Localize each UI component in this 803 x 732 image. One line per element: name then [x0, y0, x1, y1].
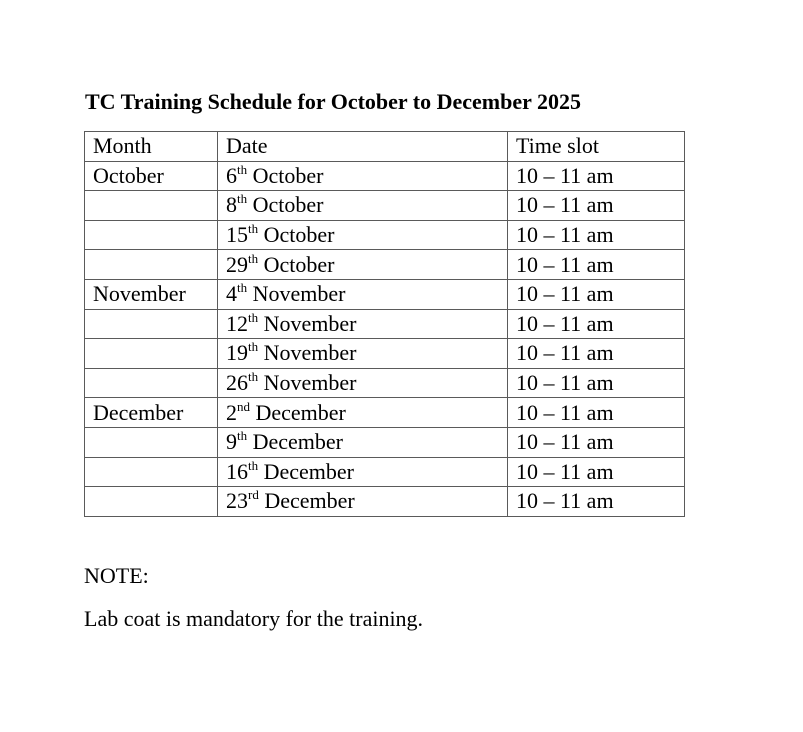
document-title: TC Training Schedule for October to December 2025	[85, 89, 581, 114]
date-day: 4	[226, 281, 237, 307]
date-month: November	[263, 340, 357, 366]
date-day: 26	[226, 370, 248, 396]
time-slot-cell: 10 – 11 am	[508, 220, 685, 250]
ordinal-suffix: th	[248, 369, 259, 385]
table-row	[85, 398, 685, 428]
date-month: December	[252, 429, 344, 455]
date-cell	[218, 161, 508, 191]
time-slot-cell: 10 – 11 am	[508, 457, 685, 487]
ordinal-suffix: rd	[248, 487, 259, 503]
date-month: October	[252, 162, 324, 188]
date-month: November	[263, 370, 357, 396]
time-slot-cell: 10 – 11 am	[508, 398, 685, 428]
schedule-table	[84, 131, 685, 517]
date-month: November	[252, 281, 346, 307]
month-cell	[85, 427, 218, 457]
month-cell: November	[85, 279, 218, 309]
month-cell	[85, 368, 218, 398]
table-row	[85, 487, 685, 517]
time-slot-cell: 10 – 11 am	[508, 309, 685, 339]
note-text: Lab coat is mandatory for the training.	[84, 606, 424, 631]
month-cell	[85, 457, 218, 487]
date-column-header: Date	[218, 132, 508, 162]
month-cell: December	[85, 398, 218, 428]
date-cell	[218, 309, 508, 339]
month-cell	[85, 250, 218, 280]
date-cell	[218, 368, 508, 398]
date-day: 16	[226, 458, 248, 484]
table-row	[85, 279, 685, 309]
table-row	[85, 161, 685, 191]
time-slot-cell: 10 – 11 am	[508, 250, 685, 280]
date-cell	[218, 487, 508, 517]
date-cell	[218, 250, 508, 280]
date-month: December	[255, 399, 346, 425]
date-cell	[218, 339, 508, 369]
date-day: 8	[226, 192, 237, 218]
date-day: 15	[226, 222, 248, 248]
time-slot-cell: 10 – 11 am	[508, 161, 685, 191]
month-cell	[85, 191, 218, 221]
schedule-table-body	[85, 132, 685, 517]
ordinal-suffix: th	[248, 457, 259, 473]
date-month: December	[263, 458, 355, 484]
date-cell	[218, 279, 508, 309]
date-month: October	[263, 251, 335, 277]
date-month: October	[263, 222, 335, 248]
date-day: 2	[226, 399, 237, 425]
time-slot-column-header: Time slot	[508, 132, 685, 162]
date-day: 29	[226, 251, 248, 277]
date-day: 9	[226, 429, 237, 455]
table-row	[85, 339, 685, 369]
date-cell	[218, 398, 508, 428]
month-cell	[85, 487, 218, 517]
time-slot-cell: 10 – 11 am	[508, 427, 685, 457]
month-cell	[85, 339, 218, 369]
date-month: November	[263, 310, 357, 336]
ordinal-suffix: th	[248, 250, 259, 266]
date-cell	[218, 457, 508, 487]
ordinal-suffix: th	[237, 280, 248, 296]
table-row	[85, 191, 685, 221]
date-day: 19	[226, 340, 248, 366]
ordinal-suffix: th	[237, 161, 248, 177]
table-row	[85, 427, 685, 457]
ordinal-suffix: nd	[237, 398, 250, 414]
ordinal-suffix: th	[237, 428, 248, 444]
table-row	[85, 309, 685, 339]
month-column-header: Month	[85, 132, 218, 162]
table-header-row	[85, 132, 685, 162]
note-label: NOTE:	[84, 563, 149, 588]
table-row	[85, 457, 685, 487]
ordinal-suffix: th	[248, 339, 259, 355]
month-cell	[85, 220, 218, 250]
date-cell	[218, 220, 508, 250]
date-month: October	[252, 192, 324, 218]
date-cell	[218, 427, 508, 457]
table-row	[85, 220, 685, 250]
table-row	[85, 368, 685, 398]
time-slot-cell: 10 – 11 am	[508, 339, 685, 369]
time-slot-cell: 10 – 11 am	[508, 191, 685, 221]
date-cell	[218, 191, 508, 221]
ordinal-suffix: th	[248, 221, 259, 237]
time-slot-cell: 10 – 11 am	[508, 487, 685, 517]
ordinal-suffix: th	[237, 191, 248, 207]
month-cell: October	[85, 161, 218, 191]
time-slot-cell: 10 – 11 am	[508, 368, 685, 398]
date-day: 12	[226, 310, 248, 336]
date-day: 6	[226, 162, 237, 188]
month-cell	[85, 309, 218, 339]
table-row	[85, 250, 685, 280]
time-slot-cell: 10 – 11 am	[508, 279, 685, 309]
date-day: 23	[226, 488, 248, 514]
date-month: December	[264, 488, 355, 514]
ordinal-suffix: th	[248, 309, 259, 325]
